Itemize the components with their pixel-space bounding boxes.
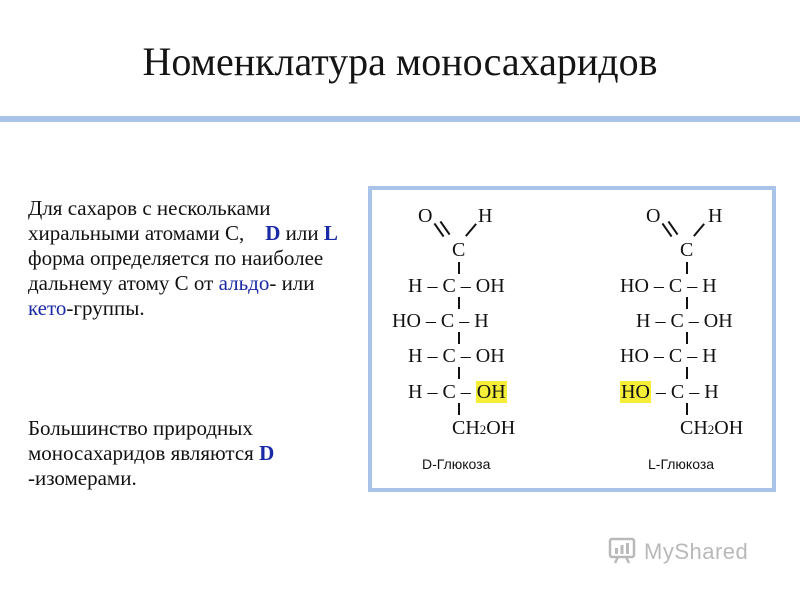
p2-text-a: Большинство природных моносахаридов являются: [28, 416, 260, 465]
l-bond-h: [693, 223, 705, 237]
l-row-3: H – C – OH: [636, 310, 733, 332]
l-vbond-5: [686, 403, 688, 415]
l-highlight-ho: HO: [621, 381, 650, 403]
structures-panel: [368, 186, 776, 492]
p1-text-c: - или: [269, 271, 315, 295]
myshared-logo-icon: [608, 535, 638, 570]
link-aldo[interactable]: альдо: [218, 271, 270, 295]
d-ch2oh: [452, 416, 515, 442]
l-ch2oh-ch: CH: [680, 417, 708, 439]
l-ch2oh-sub: 2: [707, 422, 715, 437]
d-glucose-caption: D-Глюкоза: [422, 456, 491, 472]
p1-text-d: -группы.: [66, 296, 145, 320]
l-row-5-text: – C – H: [650, 381, 719, 403]
l-vbond-2: [686, 297, 688, 309]
d-c1: C: [452, 239, 466, 261]
l-vbond-3: [686, 332, 688, 344]
title-divider: [0, 116, 800, 122]
p1-d-letter: D: [265, 221, 281, 245]
paragraph-d-isomers: [28, 416, 348, 491]
slide-title: Номенклатура моносахаридов: [142, 39, 658, 84]
d-vbond-5: [458, 403, 460, 415]
l-aldehyde-o: O: [646, 205, 661, 227]
d-highlight-oh: OH: [476, 381, 506, 403]
paragraph-chirality: [28, 196, 348, 321]
d-bond-h: [465, 223, 477, 237]
d-aldehyde-h: H: [478, 205, 493, 227]
l-row-4: HO – C – H: [620, 345, 717, 367]
d-row-5: [408, 380, 507, 404]
p1-text-a: Для сахаров с нескольками хиральными атомами С,: [28, 196, 271, 245]
d-row-4: H – C – OH: [408, 345, 505, 367]
l-row-5: [620, 380, 719, 404]
p2-text-b: -изомерами.: [28, 466, 137, 490]
l-row-2: HO – C – H: [620, 275, 717, 297]
myshared-text: MyShared: [644, 539, 749, 564]
d-ch2oh-sub: 2: [479, 422, 487, 437]
l-ch2oh-oh: OH: [714, 417, 744, 439]
l-vbond-1: [686, 262, 688, 274]
d-vbond-2: [458, 297, 460, 309]
p1-or: или: [280, 221, 324, 245]
l-c1: C: [680, 239, 694, 261]
l-glucose-caption: L-Глюкоза: [648, 456, 715, 472]
p1-text-b: форма определяется по наиболее дальнему атому С от: [28, 246, 324, 295]
d-vbond-3: [458, 332, 460, 344]
p2-d-letter: D: [259, 441, 275, 465]
p1-l-letter: L: [323, 221, 338, 245]
d-vbond-4: [458, 367, 460, 379]
l-vbond-4: [686, 367, 688, 379]
d-aldehyde-o: O: [418, 205, 433, 227]
d-ch2oh-ch: CH: [452, 417, 480, 439]
d-row-5-text: H – C –: [408, 381, 476, 403]
myshared-watermark: [608, 537, 748, 567]
link-keto[interactable]: кето: [28, 296, 67, 320]
l-ch2oh: [680, 416, 743, 442]
d-vbond-1: [458, 262, 460, 274]
d-row-2: H – C – OH: [408, 275, 505, 297]
d-row-3: HO – C – H: [392, 310, 489, 332]
l-aldehyde-h: H: [708, 205, 723, 227]
d-ch2oh-oh: OH: [486, 417, 516, 439]
